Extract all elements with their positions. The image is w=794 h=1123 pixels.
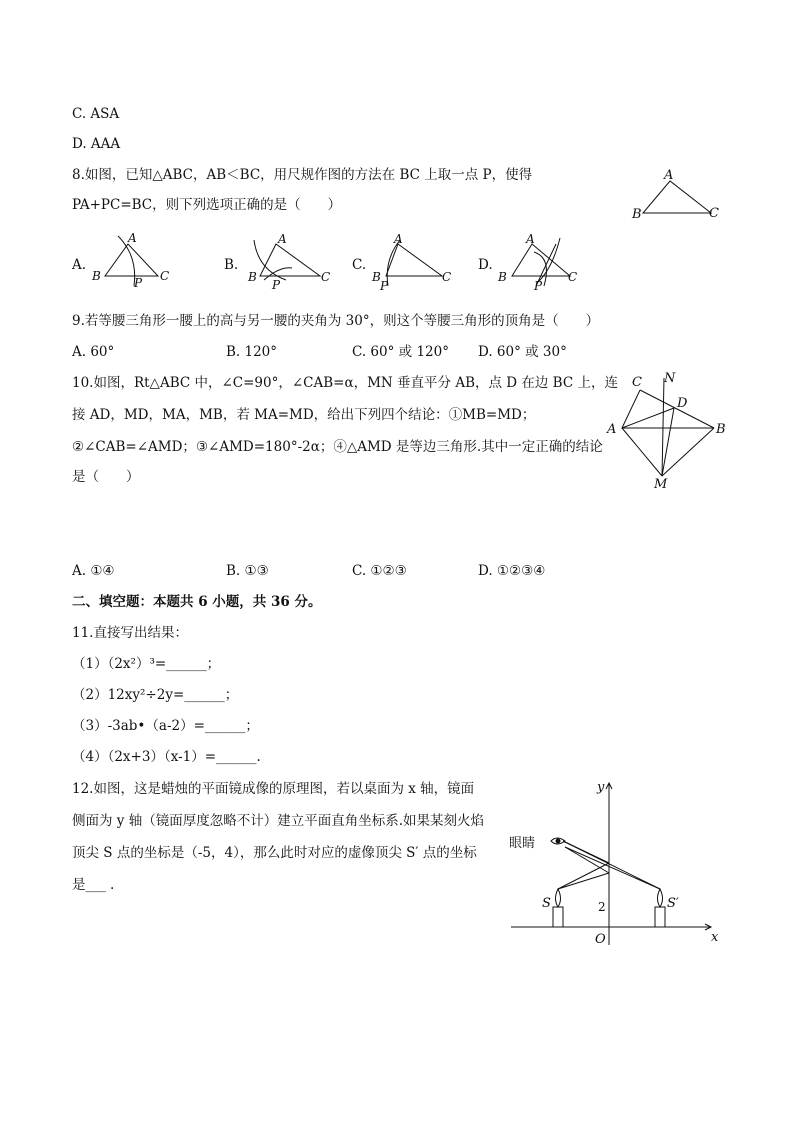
q10-line-ma	[622, 428, 662, 476]
q8-option-c-label-c: C	[442, 270, 452, 284]
q12-eye-pupil	[556, 839, 560, 843]
q9-option-b: B. 120°	[226, 344, 278, 360]
q8-option-b-label-c: C	[321, 270, 331, 284]
q12-text-line1: 12.如图，这是蜡烛的平面镜成像的原理图，若以桌面为 x 轴，镜面	[72, 781, 475, 797]
q8-triangle	[643, 181, 711, 213]
q11-item-3: （3）-3ab•（a-2）=______；	[72, 718, 259, 734]
q10-text-line1: 10.如图，Rt△ABC 中，∠C=90°，∠CAB=α，MN 垂直平分 AB，点 D 在边 BC 上，连	[72, 375, 618, 391]
q12-ray-5	[563, 841, 660, 889]
q8-triangle-figure	[626, 165, 726, 225]
q10-label-c: C	[632, 375, 642, 390]
q8-label-a: A	[664, 168, 674, 183]
q8-option-b-arc-1	[254, 240, 286, 280]
q9-text: 9.若等腰三角形一腰上的高与另一腰的夹角为 30°，则这个等腰三角形的顶角是（ ）	[72, 313, 600, 329]
q8-option-b-label-p: P	[272, 278, 281, 290]
q8-option-b-label: B.	[224, 257, 239, 273]
q8-text-line1: 8.如图，已知△ABC，AB＜BC，用尺规作图的方法在 BC 上取一点 P，使得	[72, 167, 533, 183]
q12-text-line3: 顶尖 S 点的坐标是（-5，4），那么此时对应的虚像顶尖 S′ 点的坐标	[72, 845, 477, 861]
q10-option-d: D. ①②③④	[478, 563, 546, 579]
q11-item-2: （2）12xy²÷2y=______；	[72, 687, 239, 703]
q8-option-c-arc	[387, 240, 400, 286]
q10-option-b: B. ①③	[226, 563, 269, 579]
q8-text-line2: PA+PC=BC，则下列选项正确的是（ ）	[72, 197, 342, 213]
q10-label-m: M	[654, 477, 668, 490]
q8-option-b-figure	[240, 230, 335, 290]
q8-option-b-triangle	[260, 244, 320, 276]
q7-option-c: C. ASA	[72, 106, 120, 122]
q8-option-a-figure	[88, 230, 178, 290]
q8-option-d-label: D.	[478, 257, 493, 273]
q8-option-b-label-b: B	[248, 270, 257, 284]
q8-label-b: B	[632, 207, 642, 222]
q8-label-c: C	[709, 206, 719, 221]
q12-label-s-prime: S′	[667, 896, 679, 911]
q10-label-d: D	[677, 396, 688, 411]
q12-label-two: 2	[598, 900, 606, 914]
q8-option-a-label-p: P	[134, 276, 143, 290]
q12-ray-1	[558, 863, 609, 889]
q8-option-d-label-b: B	[498, 270, 507, 284]
q8-option-d-figure	[494, 230, 589, 290]
q8-option-b-label-a: A	[278, 232, 287, 246]
q8-option-a-label-b: B	[92, 269, 101, 283]
q12-flame-left	[556, 889, 561, 907]
q10-text-line3: ②∠CAB=∠AMD；③∠AMD=180°-2α；④△AMD 是等边三角形.其中一定正确的结论	[72, 439, 603, 455]
q12-label-x: x	[711, 930, 719, 945]
q12-flame-right	[658, 889, 663, 907]
q11-item-4: （4）（2x+3）（x-1）=______.	[72, 749, 261, 765]
q8-option-c-label: C.	[352, 257, 367, 273]
q8-option-d-label-c: C	[568, 270, 578, 284]
q10-line-md	[662, 408, 674, 476]
q8-option-a-triangle	[105, 244, 158, 276]
q12-label-o: O	[595, 932, 606, 947]
q9-option-a: A. 60°	[72, 344, 115, 360]
q8-option-d-label-p: P	[534, 279, 543, 290]
q10-text-line2: 接 AD，MD，MA，MB，若 MA=MD，给出下列四个结论：①MB=MD；	[72, 407, 536, 423]
q8-option-d-triangle	[512, 244, 570, 276]
q8-option-a-label: A.	[72, 257, 87, 273]
q8-option-c-label-p: P	[380, 279, 389, 290]
q12-candle-left	[553, 907, 563, 927]
q12-text-line2: 侧面为 y 轴（镜面厚度忽略不计）建立平面直角坐标系.如果某刻火焰	[72, 813, 484, 829]
q8-option-c-label-a: A	[394, 232, 403, 246]
q12-mirror-figure	[505, 775, 730, 950]
q7-option-d: D. AAA	[72, 136, 121, 152]
q10-label-n: N	[664, 371, 676, 386]
q8-option-a-label-c: C	[160, 269, 170, 283]
q9-option-c: C. 60° 或 120°	[352, 344, 449, 360]
q8-option-a-label-a: A	[128, 231, 137, 245]
q10-figure	[604, 368, 734, 490]
q11-item-1: （1）（2x²）³=______；	[72, 656, 221, 672]
q12-text-line4: 是___ .	[72, 877, 115, 893]
q11-title: 11.直接写出结果：	[72, 625, 188, 641]
q8-option-c-label-b: B	[372, 270, 381, 284]
q12-ray-2	[558, 873, 609, 889]
q10-label-b: B	[716, 422, 726, 437]
q10-line-mb	[662, 428, 714, 476]
section2-heading: 二、填空题：本题共 6 小题，共 36 分。	[72, 594, 322, 610]
q12-label-s: S	[542, 896, 551, 911]
q10-label-a: A	[607, 422, 617, 437]
q12-label-y: y	[597, 780, 605, 795]
q9-option-d: D. 60° 或 30°	[478, 344, 567, 360]
q8-option-c-figure	[366, 230, 461, 290]
q10-line-mn	[662, 378, 664, 476]
q10-option-a: A. ①④	[72, 563, 115, 579]
q12-candle-right	[655, 907, 665, 927]
q12-label-eye: 眼睛	[509, 836, 536, 851]
q8-option-d-label-a: A	[526, 232, 535, 246]
q10-text-line4: 是（ ）	[72, 469, 140, 485]
q10-option-c: C. ①②③	[352, 563, 407, 579]
